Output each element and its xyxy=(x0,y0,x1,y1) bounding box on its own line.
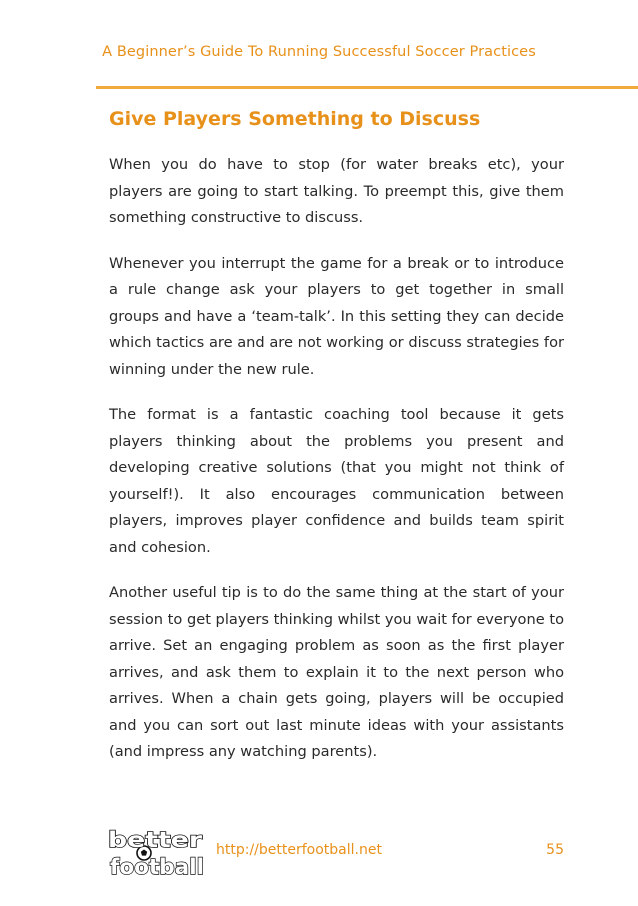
body-content xyxy=(109,152,564,785)
page-number: 55 xyxy=(546,842,564,858)
logo-line-1: better xyxy=(108,828,203,852)
footer-url-link[interactable]: http://betterfootball.net xyxy=(216,842,382,858)
logo-line-2: football xyxy=(110,855,204,879)
paragraph-4: Another useful tip is to do the same thing at the start of your session to get players thinking whilst you wait for everyone to arrive. Set an engaging problem as soon as the first player arrives, and ask them to explain it to the next person who arrives. When a chain gets going, players will be occupied and you can sort out last minute ideas with your assistants (and impress any watching parents). xyxy=(109,584,564,760)
header-rule xyxy=(96,86,638,89)
section-title: Give Players Something to Discuss xyxy=(109,108,481,130)
paragraph-1: When you do have to stop (for water breaks etc), your players are going to start talking. To preempt this, give them something constructive to discuss. xyxy=(109,156,564,226)
paragraph-3: The format is a fantastic coaching tool because it gets players thinking about the problems you present and developing creative solutions (that you might not think of yourself!). It also encourages communication between players, improves player confidence and builds team spirit and cohesion. xyxy=(109,406,564,556)
paragraph-2: Whenever you interrupt the game for a break or to introduce a rule change ask your players to get together in small groups and have a ‘team-talk’. In this setting they can decide which tactics are and are not working or discuss strategies for winning under the new rule. xyxy=(109,254,564,378)
running-header: A Beginner’s Guide To Running Successful Soccer Practices xyxy=(102,44,536,60)
betterfootball-logo xyxy=(106,826,206,880)
